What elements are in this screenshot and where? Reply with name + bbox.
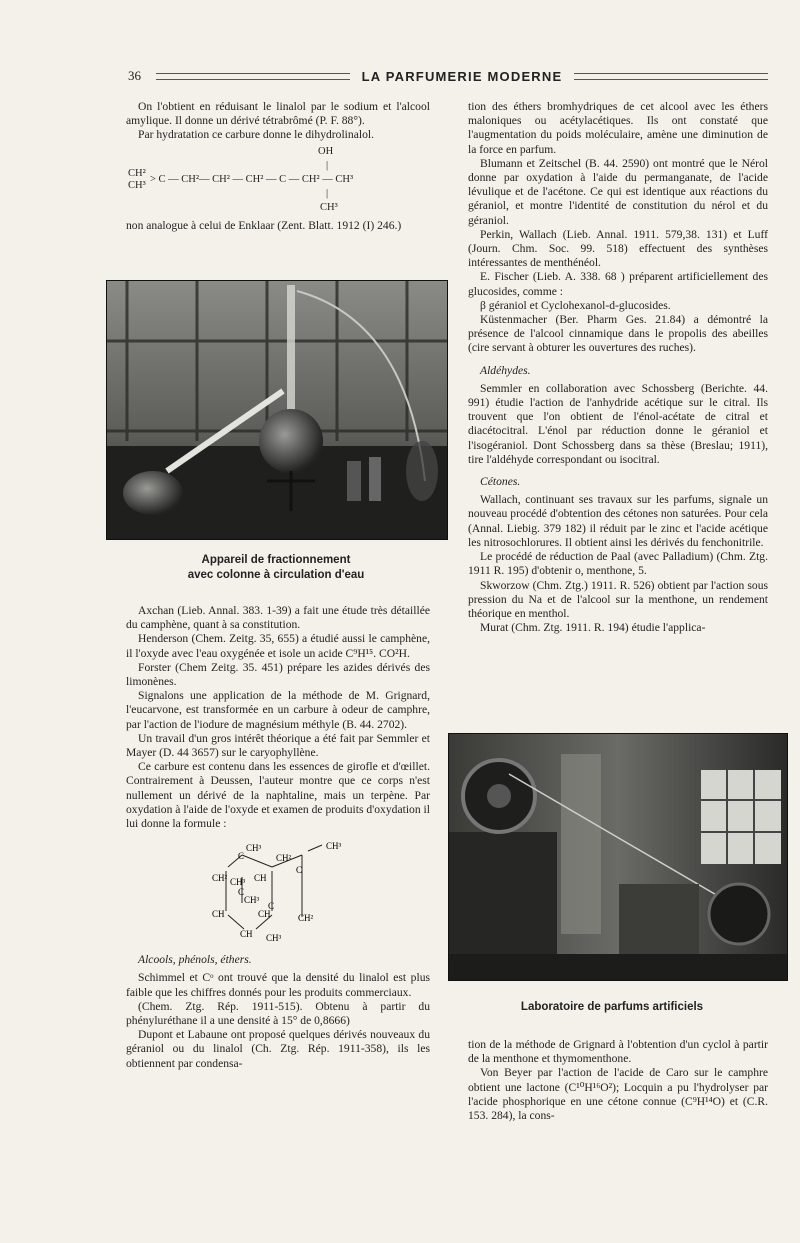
paragraph: Un travail d'un gros intérêt théorique a été fait par Semmler et Mayer (D. 44 3657) sur le caryophyllène. xyxy=(126,731,430,760)
section-heading: Aldéhydes. xyxy=(480,363,531,377)
paragraph: On l'obtient en réduisant le linalol par le sodium et l'alcool amylique. Il donne un dérivé tétrabrômé (P. F. 88°). xyxy=(126,100,430,128)
formula-atom: CH² xyxy=(276,853,292,864)
paragraph: Forster (Chem Zeitg. 35. 451) prépare les azides dérivés des limonènes. xyxy=(126,660,430,689)
paragraph: (Chem. Ztg. Rép. 1911-515). Obtenu à partir du phényluréthane il a une densité à 15° de 0,8666) xyxy=(126,999,430,1028)
formula-atom: CH xyxy=(258,909,271,920)
paragraph: Axchan (Lieb. Annal. 383. 1-39) a fait une étude très détaillée du camphène, quant à sa constitution. xyxy=(126,604,430,632)
paragraph: tion des éthers bromhydriques de cet alcool avec les éthers maloniques ou acétylacétiques. Ils ont constaté que l'augmentation du poids moléculaire, amène une diminution de la force en parfum. xyxy=(468,100,768,156)
paragraph: Par hydratation ce carbure donne le dihydrolinalol. xyxy=(138,128,374,142)
formula-atom: C xyxy=(238,887,245,898)
paragraph: Signalons une application de la méthode de M. Grignard, l'eucarvone, est transformée en un carbure à odeur de camphre, par l'action de l'iodure de magnésium méthyle (B. 44. 2702). xyxy=(126,689,430,731)
formula-atom: CH³ xyxy=(230,877,246,888)
paragraph: Blumann et Zeitschel (B. 44. 2590) ont montré que le Nérol donne par oxydation à l'aide du permanganate, de l'acide lévulique et de l'acétone. Ce qui est identique aux réactions du géraniol, et montre l'identité de constitution du nérol et du géraniol. xyxy=(468,156,768,227)
journal-title: LA PARFUMERIE MODERNE xyxy=(361,68,563,84)
formula-atom: CH² xyxy=(298,913,314,924)
figure-caption-2: Laboratoire de parfums artificiels xyxy=(520,1001,704,1013)
formula-atom: CH³ xyxy=(244,895,260,906)
caption-line: Appareil de fractionnement xyxy=(201,554,351,566)
formula-atom: C xyxy=(268,901,275,912)
formula-atom: C xyxy=(238,851,245,862)
formula-atom: CH xyxy=(240,929,253,940)
formula-chain: > C — CH²— CH² — CH² — C — CH² — CH³ xyxy=(150,173,354,185)
paragraph: Wallach, continuant ses travaux sur les parfums, signale un nouveau procédé d'obtention des cétones non saturées. Pour cela (Annal. Liebig. 379 182) il réduit par le zinc et l'acide acétique les nitrosochlorures. Il obtient ainsi les dérivés du fenchonitrile. xyxy=(468,493,768,549)
paragraph: Murat (Chm. Ztg. 1911. R. 194) étudie l'applica- xyxy=(480,621,706,635)
photo-illustration xyxy=(449,734,787,980)
header-rule-right xyxy=(574,73,768,80)
header-rule-left xyxy=(156,73,350,80)
formula-atom: CH³ xyxy=(326,841,342,852)
paragraph: β géraniol et Cyclohexanol-d-glucosides. xyxy=(480,298,671,312)
figure-caption-1 xyxy=(150,553,402,583)
formula-ch3: CH³ xyxy=(128,179,146,191)
formula-ch2: CH² xyxy=(128,167,146,179)
formula-atom: CH² xyxy=(212,873,228,884)
paragraph: Semmler en collaboration avec Schossberg (Berichte. 44. 991) étudie l'action de l'anhydride acétique sur le citral. Ils trouvent que l'on obtient de l'énol-acétate de citral et diacétocitral. L'énol par réduction donne le géraniol et l'isogéraniol. Dont Schossberg dans sa thèse (Breslau; 1911), tire l'aldéhyde correspondant ou isocitral. xyxy=(468,381,768,466)
formula-atom: C xyxy=(296,865,303,876)
structural-formula xyxy=(126,837,430,945)
formula-bond: | xyxy=(326,187,329,199)
dihydrolinalol-formula xyxy=(126,143,430,219)
formula-atom: CH³ xyxy=(246,843,262,854)
formula-atom: CH xyxy=(254,873,267,884)
paragraph: non analogue à celui de Enklaar (Zent. Blatt. 1912 (I) 246.) xyxy=(126,218,402,232)
section-heading: Alcools, phénols, éthers. xyxy=(138,953,252,967)
running-header xyxy=(128,66,768,86)
formula-bond: | xyxy=(326,159,329,171)
formula-oh: OH xyxy=(318,145,334,157)
paragraph: E. Fischer (Lieb. A. 338. 68 ) préparent artificiellement des glucosides, comme : xyxy=(468,270,768,298)
left-column-top xyxy=(126,100,430,233)
section-heading: Cétones. xyxy=(480,475,521,489)
fractionation-apparatus-photo xyxy=(106,280,448,540)
paragraph: Dupont et Labaune ont proposé quelques dérivés nouveaux du géraniol ou du linalol (Ch. Ztg. Rép. 1911-358), ils les obtiennent par condensa- xyxy=(126,1028,430,1070)
paragraph: Ce carbure est contenu dans les essences de girofle et d'œillet. Contrairement à Deussen, l'auteur montre que ce corps n'est nullement un dérivé de la naphtaline, mais un terpène. Par oxydation à l'aide de l'oxyde et examen de produits d'oxydation il lui donne la formule : xyxy=(126,760,430,831)
paragraph: tion de la méthode de Grignard à l'obtention d'un cyclol à partir de la menthone et thymomenthone. xyxy=(468,1038,768,1066)
page-number: 36 xyxy=(128,68,141,83)
formula-ch3-bottom: CH³ xyxy=(320,201,338,213)
right-column-bottom xyxy=(468,1038,768,1123)
formula-atom: CH³ xyxy=(266,933,282,944)
paragraph: Skworzow (Chm. Ztg.) 1911. R. 526) obtient par l'action sous pression du Na et de l'alcool sur la menthone, un rendement théorique en menthol. xyxy=(468,578,768,620)
caption-line: avec colonne à circulation d'eau xyxy=(187,569,365,581)
photo-illustration xyxy=(107,281,447,539)
right-column-top xyxy=(468,100,768,635)
paragraph: Schimmel et Cᵒ ont trouvé que la densité du linalol est plus faible que les chiffres donnés pour les produits commerciaux. xyxy=(126,971,430,999)
laboratory-photo xyxy=(448,733,788,981)
paragraph: Le procédé de réduction de Paal (avec Palladium) (Chm. Ztg. 1911 R. 195) d'obtenir o, menthone, 5. xyxy=(468,550,768,578)
paragraph: Küstenmacher (Ber. Pharm Ges. 21.84) a démontré la présence de l'alcool cinnamique dans le propolis des abeilles (cire servant à obturer les ouvertures des ruches). xyxy=(468,313,768,355)
left-column-bottom xyxy=(126,604,430,1071)
paragraph: Von Beyer par l'action de l'acide de Caro sur le camphre obtient une lactone (C¹⁰H¹⁶O²); Locquin a pu l'hydrolyser par l'acide phosphorique en une cétone connue (C⁹H¹⁴O) et (C.R. 153. 284), la cons- xyxy=(468,1066,768,1123)
paragraph: Henderson (Chem. Zeitg. 35, 655) a étudié aussi le camphène, il l'oxyde avec l'eau oxygénée et isole un acide C⁹H¹⁵. CO²H. xyxy=(126,632,430,660)
paragraph: Perkin, Wallach (Lieb. Annal. 1911. 579,38. 131) et Luff (Journ. Chm. Soc. 99. 518) effectuent des synthèses intéressantes de menthénéol. xyxy=(468,227,768,270)
formula-atom: CH xyxy=(212,909,225,920)
caryophyllene-formula xyxy=(126,837,430,945)
